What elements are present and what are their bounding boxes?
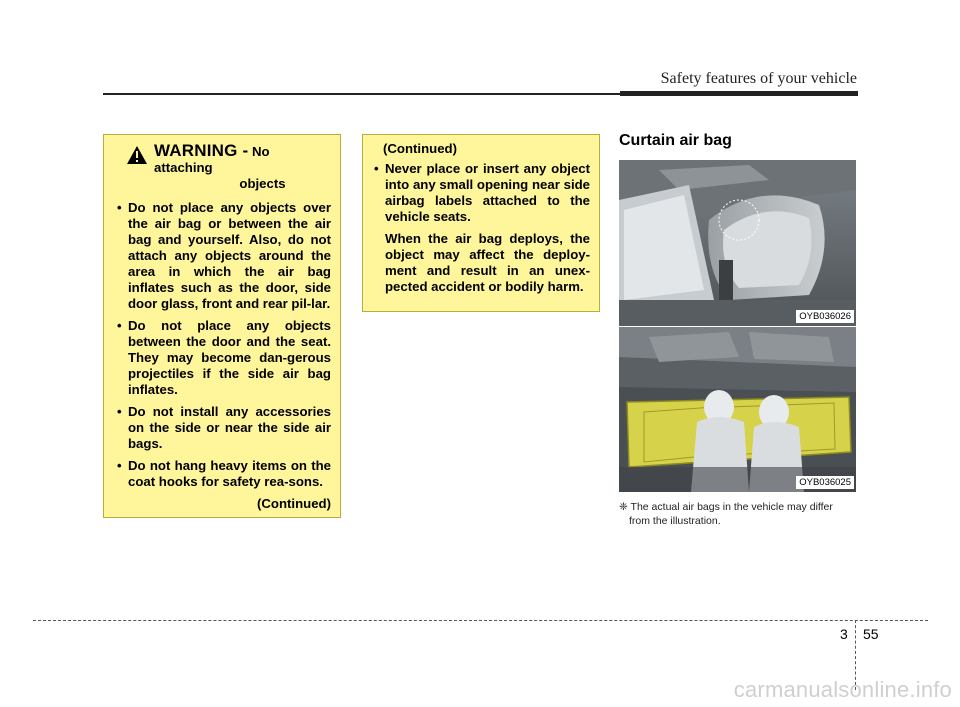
section-title: Curtain air bag [619,132,732,149]
note-symbol: ❈ [619,501,628,513]
continued-label: (Continued) [383,141,457,156]
warning-triangle-icon [126,145,148,165]
note-line1: The actual air bags in the vehicle may differ [630,501,833,513]
curtain-airbag-figure-2 [619,327,856,492]
watermark: carmanualsonline.info [733,677,952,702]
footer-rule [33,620,928,621]
note-line2: from the illustration. [629,515,721,527]
warning-item: • Do not hang heavy items on the coat hooks for safety rea-sons. [116,458,331,490]
illustration-note [619,500,859,528]
warning-list [116,200,331,490]
warning-list [373,161,590,225]
figure-code: OYB036025 [796,476,854,489]
warning-paragraph: When the air bag deploys, the object may affect the deploy-ment and result in an unex-pected accident or bodily harm. [385,231,590,294]
warning-subtitle-line2: objects [239,176,286,191]
warning-title: WARNING - [154,141,249,160]
warning-box-continued [362,134,600,312]
header-rule-accent [620,91,858,96]
warning-item: • Do not place any objects between the door and the seat. They may become dan-gerous projectiles if the side air bag inflates. [116,318,331,398]
curtain-airbag-figure-1 [619,160,856,326]
continued-label: (Continued) [257,496,331,511]
page-section-number: 3 [840,626,848,642]
figure-code: OYB036026 [796,310,854,323]
warning-box-no-attaching-objects [103,134,341,518]
page-number: 55 [863,626,879,642]
warning-item: • Never place or insert any object into any small opening near side airbag labels attached to the vehicle seats. [373,161,590,225]
page-header-title: Safety features of your vehicle [660,70,857,87]
warning-heading [116,143,331,192]
warning-item: • Do not place any objects over the air bag or between the air bag and yourself. Also, do not attach any objects around the area in which the air bag inflates such as the door, side door glass, front and rear pil-lar. [116,200,331,312]
warning-item: • Do not install any accessories on the side or near the side air bags. [116,404,331,452]
deployed-curtain-airbag-illustration [619,327,856,492]
car-interior-illustration [619,160,856,326]
warning-subtitle: No attaching [154,144,270,175]
